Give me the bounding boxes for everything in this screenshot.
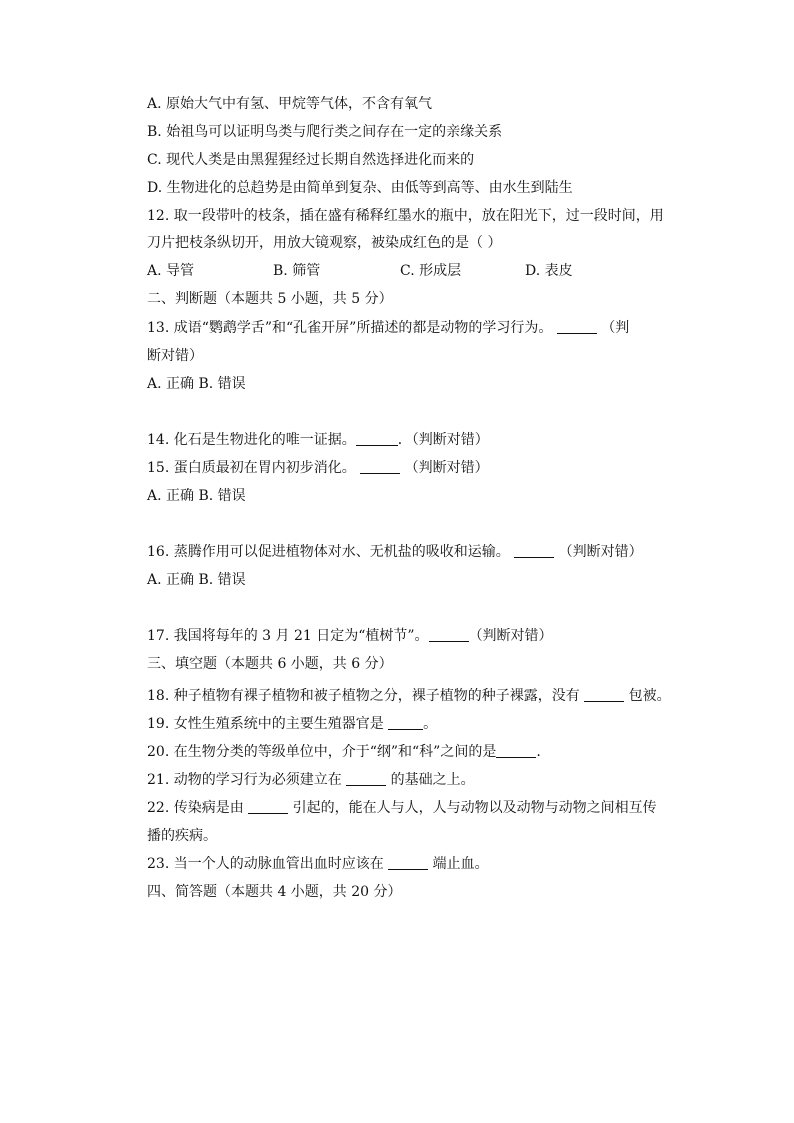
q11-option-c: C. 现代人类是由黑猩猩经过长期自然选择进化而来的	[147, 152, 475, 168]
q14-answer-blank[interactable]	[356, 431, 398, 446]
q19-answer-blank[interactable]	[388, 715, 423, 730]
q20-stem	[147, 742, 541, 762]
q13-stem-line2: 断对错）	[147, 348, 203, 364]
q12-stem-line1: 12. 取一段带叶的枝条，插在盛有稀释红墨水的瓶中，放在阳光下，过一段时间，用	[147, 208, 664, 224]
q12-option-b: B. 筛管	[273, 263, 321, 279]
q16-text: 16. 蒸腾作用可以促进植物体对水、无机盐的吸收和运输。	[147, 544, 515, 560]
q18-stem	[147, 686, 671, 706]
q13-answer-options: A. 正确 B. 错误	[147, 376, 246, 392]
q17-text: 17. 我国将每年的 3 月 21 日定为“植树节”。	[147, 628, 429, 644]
q13-text-end: （判	[596, 320, 630, 336]
q20-text: 20. 在生物分类的等级单位中，介于“纲”和“科”之间的是	[147, 744, 497, 760]
q16-answer-blank[interactable]	[514, 543, 554, 558]
q17-stem	[147, 626, 553, 646]
q14-stem	[147, 430, 489, 450]
q11-option-d: D. 生物进化的总趋势是由简单到复杂、由低等到高等、由水生到陆生	[147, 180, 573, 196]
q22-answer-blank[interactable]	[248, 799, 288, 814]
q21-stem	[147, 770, 475, 790]
q11-option-b: B. 始祖鸟可以证明鸟类与爬行类之间存在一定的亲缘关系	[147, 124, 503, 140]
q16-text-end: （判断对错）	[554, 544, 643, 560]
q19-text-end: 。	[423, 716, 438, 732]
q15-stem	[147, 458, 489, 478]
q23-answer-blank[interactable]	[388, 855, 428, 870]
q14-text-end: ．（判断对错）	[397, 432, 489, 448]
q13-stem-line1	[147, 318, 629, 338]
q23-stem	[147, 854, 489, 874]
q19-text: 19. 女性生殖系统中的主要生殖器官是	[147, 716, 389, 732]
q23-text-end: 端止血。	[428, 856, 489, 872]
q12-option-d: D. 表皮	[525, 263, 573, 279]
q18-text: 18. 种子植物有裸子植物和被子植物之分，裸子植物的种子裸露，没有	[147, 688, 585, 704]
q14-text: 14. 化石是生物进化的唯一证据。	[147, 432, 356, 448]
q12-option-a: A. 导管	[147, 263, 195, 279]
q21-answer-blank[interactable]	[346, 771, 386, 786]
q21-text: 21. 动物的学习行为必须建立在	[147, 772, 347, 788]
q21-text-end: 的基础之上。	[386, 772, 475, 788]
q19-stem	[147, 714, 437, 734]
q17-answer-blank[interactable]	[429, 627, 469, 642]
q22-stem-line1	[147, 798, 657, 818]
q18-answer-blank[interactable]	[584, 687, 624, 702]
q15-answer-blank[interactable]	[360, 459, 400, 474]
q15-text: 15. 蛋白质最初在胃内初步消化。	[147, 460, 361, 476]
q16-answer-options: A. 正确 B. 错误	[147, 572, 246, 588]
q11-option-a: A. 原始大气中有氢、甲烷等气体，不含有氧气	[147, 96, 433, 112]
q12-option-c: C. 形成层	[400, 263, 462, 279]
section-4-title: 四、简答题（本题共 4 小题，共 20 分）	[147, 884, 402, 900]
q15-text-end: （判断对错）	[400, 460, 489, 476]
q22-stem-line2: 播的疾病。	[147, 828, 217, 844]
q22-text-end: 引起的，能在人与人，人与动物以及动物与动物之间相互传	[288, 800, 657, 816]
section-2-title: 二、判断题（本题共 5 小题，共 5 分）	[147, 291, 393, 307]
q13-text: 13. 成语“鹦鹉学舌”和“孔雀开屏”所描述的都是动物的学习行为。	[147, 320, 557, 336]
section-3-title: 三、填空题（本题共 6 小题，共 6 分）	[147, 656, 393, 672]
q12-stem-line2: 刀片把枝条纵切开，用放大镜观察，被染成红色的是（ ）	[147, 235, 502, 251]
q22-text: 22. 传染病是由	[147, 800, 249, 816]
q20-text-end: .	[536, 744, 541, 760]
q16-stem	[147, 542, 643, 562]
q20-answer-blank[interactable]	[496, 743, 536, 758]
q18-text-end: 包被。	[624, 688, 671, 704]
q15-answer-options: A. 正确 B. 错误	[147, 488, 246, 504]
q23-text: 23. 当一个人的动脉血管出血时应该在	[147, 856, 389, 872]
q17-text-end: （判断对错）	[468, 628, 553, 644]
q13-answer-blank[interactable]	[557, 319, 597, 334]
